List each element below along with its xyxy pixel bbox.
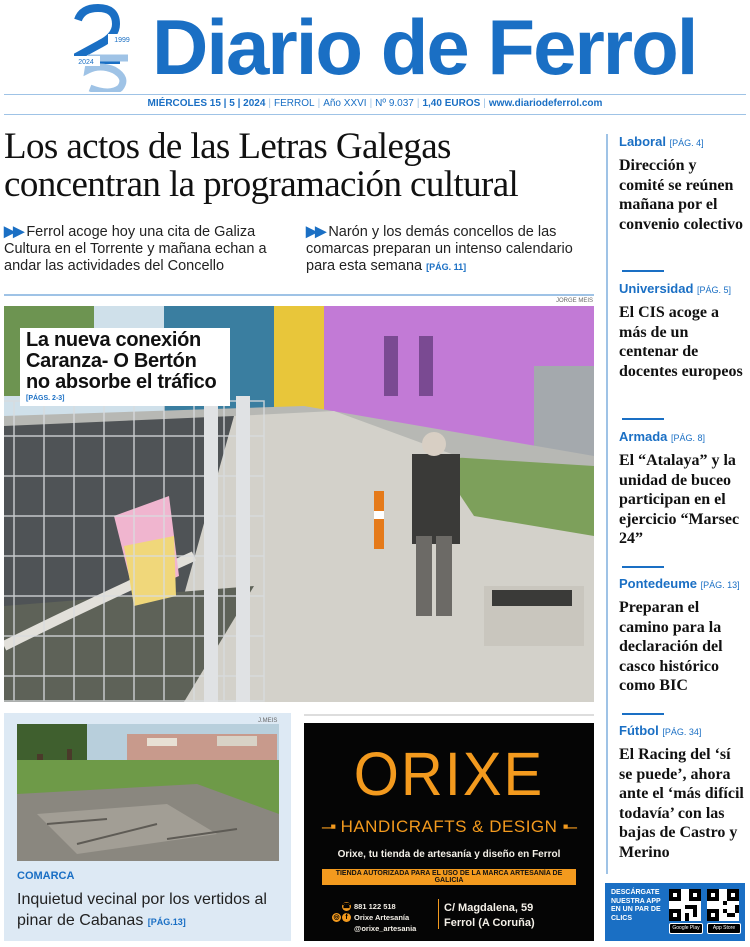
sidebar-headline: El “Atalaya” y la unidad de buceo participan en el ejercicio “Marsec 24”: [619, 452, 740, 547]
phone-icon: ☎: [342, 903, 351, 910]
lead-sub-left[interactable]: [4, 224, 288, 275]
sidebar-headline: Dirección y comité se reúnen mañana por el convenio colectivo: [619, 157, 743, 233]
ad-subtitle-text: HANDICRAFTS & DESIGN: [340, 817, 558, 836]
ad-phone: 881 122 518: [354, 902, 396, 911]
dateline-city: FERROL: [274, 98, 315, 109]
facebook-icon: f: [342, 913, 351, 922]
lead-divider: [4, 294, 594, 296]
dateline-price: 1,40 EUROS: [422, 98, 481, 109]
main-photo-pages: [PÁGS. 2-3]: [26, 395, 65, 402]
ad-address-line1: C/ Magdalena, 59: [444, 902, 534, 914]
app-store-badge[interactable]: App Store: [707, 923, 741, 934]
ad-tagline: Orixe, tu tienda de artesanía y diseño en Ferrol: [337, 849, 561, 860]
dateline: MIÉRCOLES 15 | 5 | 2024 | FERROL | Año XXVI | Nº 9.037 | 1,40 EUROS | www.diariodeferrol.com: [147, 98, 603, 109]
dateline-site[interactable]: www.diariodeferrol.com: [488, 98, 603, 109]
ad-top-rule: [304, 714, 594, 716]
sidebar-section: Armada: [619, 429, 668, 444]
lead-headline[interactable]: Los actos de las Letras Galegas concentran la programación cultural: [4, 126, 519, 205]
sidebar-page: [PÁG. 8]: [671, 433, 706, 443]
masthead-rule-top: [4, 94, 746, 95]
sidebar-page: [PÁG. 5]: [697, 285, 732, 295]
sidebar-item-laboral[interactable]: [619, 134, 745, 234]
sidebar-rule: [622, 270, 664, 272]
masthead-rule-bottom: [4, 114, 746, 115]
masthead-title[interactable]: Diario de Ferrol: [152, 3, 697, 91]
sidebar-item-universidad[interactable]: [619, 281, 745, 381]
logo-year-end: 2024: [78, 59, 94, 66]
app-promo-text: DESCÁRGATE NUESTRA APP EN UN PAR DE CLICS: [611, 889, 661, 922]
comarca-photo-credit: J.MEIS: [258, 718, 278, 724]
arrow-icon: ▶▶: [4, 224, 23, 240]
anniversary-logo: [70, 4, 142, 92]
dateline-date: MIÉRCOLES 15 | 5 | 2024: [147, 98, 266, 109]
sidebar-item-armada[interactable]: [619, 429, 745, 549]
ad-authorized: TIENDA AUTORIZADA PARA EL USO DE LA MARCA ARTESANÍA DE GALICIA: [322, 869, 576, 885]
sidebar-page: [PÁG. 34]: [662, 727, 702, 737]
ad-contact: [354, 901, 416, 934]
ad-address: [444, 901, 535, 931]
ad-address-line2: Ferrol (A Coruña): [444, 917, 535, 929]
qr-code-ios-icon[interactable]: [707, 889, 739, 921]
lead-sub-right[interactable]: [306, 224, 596, 276]
ad-instagram: @orixe_artesania: [354, 924, 417, 933]
sidebar-divider: [606, 134, 608, 874]
sidebar-section: Pontedeume: [619, 576, 698, 591]
main-photo-credit: JORGE MEIS: [556, 298, 594, 304]
sidebar-section: Fútbol: [619, 723, 659, 738]
sidebar-page: [PÁG. 4]: [669, 138, 704, 148]
sidebar-item-pontedeume[interactable]: [619, 576, 745, 696]
qr-code-android-icon[interactable]: [669, 889, 701, 921]
sidebar-item-futbol[interactable]: [619, 723, 745, 862]
sidebar-rule: [622, 566, 664, 568]
comarca-headline-text: Inquietud vecinal por los vertidos al pinar de Cabanas: [17, 891, 267, 929]
sidebar-headline: El CIS acoge a más de un centenar de docentes europeos: [619, 304, 743, 380]
sidebar-headline: Preparan el camino para la declaración del casco histórico como BIC: [619, 599, 723, 694]
app-promo[interactable]: [605, 883, 745, 941]
instagram-icon: ◎: [333, 914, 340, 921]
logo-year-start: 1999: [114, 37, 130, 44]
dateline-year: Año XXVI: [323, 98, 367, 109]
main-photo-caption-text: La nueva conexión Caranza- O Bertón no absorbe el tráfico: [26, 329, 217, 393]
lead-sub-right-page: [PÁG. 11]: [426, 262, 467, 272]
google-play-badge[interactable]: Google Play: [669, 923, 703, 934]
comarca-box[interactable]: [4, 713, 291, 941]
ad-divider: [438, 899, 439, 929]
sidebar-section: Laboral: [619, 134, 666, 149]
lead-sub-right-text: Narón y los demás concellos de las comarcas preparan un intenso calendario para esta semana: [306, 224, 573, 274]
orixe-ad[interactable]: [304, 723, 594, 941]
comarca-headline: [17, 889, 282, 933]
dateline-number: Nº 9.037: [375, 98, 414, 109]
sidebar-page: [PÁG. 13]: [700, 580, 740, 590]
comarca-photo: [17, 724, 279, 861]
ad-brand: ORIXE: [353, 740, 545, 809]
sidebar-headline: El Racing del ‘sí se puede’, ahora ante el ‘más difícil todavía’ con las bajas de Castro y Merino: [619, 746, 744, 861]
comarca-page: [PÁG.13]: [147, 917, 186, 927]
arrow-icon: ▶▶: [306, 224, 325, 240]
lead-sub-left-text: Ferrol acoge hoy una cita de Galiza Cultura en el Torrente y mañana echan a andar las actividades del Concello: [4, 224, 267, 274]
main-photo-caption[interactable]: [20, 328, 230, 406]
sidebar-rule: [622, 713, 664, 715]
ad-subtitle: –▪ HANDICRAFTS & DESIGN ▪–: [321, 817, 577, 836]
sidebar-rule: [622, 418, 664, 420]
sidebar-section: Universidad: [619, 281, 694, 296]
ad-facebook: Orixe Artesanía: [354, 913, 410, 922]
comarca-section: COMARCA: [17, 870, 75, 882]
